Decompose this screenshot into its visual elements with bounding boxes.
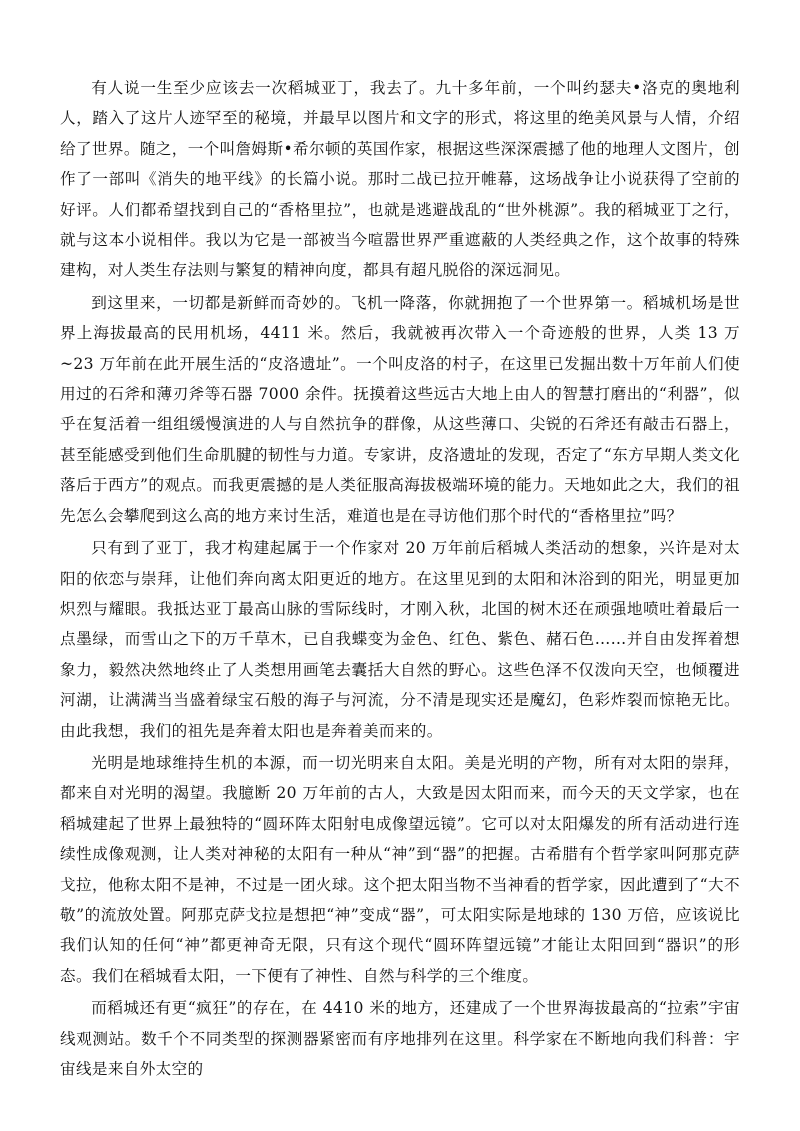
paragraph-daocheng-yading-intro: 有人说一生至少应该去一次稻城亚丁，我去了。九十多年前，一个叫约瑟夫•洛克的奥地利人，踏入了这片人迹罕至的秘境，并最早以图片和文字的形式，将这里的绝美风景与人情，介绍给了世界。随之，一个叫詹姆斯•希尔顿的英国作家，根据这些深深震撼了他的地理人文图片，创作了一部叫《消失的地平线》的长篇小说。那时二战已拉开帷幕，这场战争让小说获得了空前的好评。人们都希望找到自己的“香格里拉”，也就是逃避战乱的“世外桃源”。我的稻城亚丁之行，就与这本小说相伴。我以为它是一部被当今喧嚣世界严重遮蔽的人类经典之作，这个故事的特殊建构，对人类生存法则与繁复的精神向度，都具有超凡脱俗的深远洞见。	[60, 79, 740, 280]
paragraph-yading-sun-colors: 只有到了亚丁，我才构建起属于一个作家对 20 万年前后稻城人类活动的想象，兴许是对太阳的依恋与崇拜，让他们奔向离太阳更近的地方。在这里见到的太阳和沐浴到的阳光，明显更加炽烈与耀眼。我抵达亚丁最高山脉的雪际线时，才刚入秋，北国的树木还在顽强地喷吐着最后一点墨绿，而雪山之下的万千草木，已自我蝶变为金色、红色、紫色、赭石色……并自由发挥着想象力，毅然决然地终止了人类想用画笔去囊括大自然的野心。这些色泽不仅泼向天空，也倾覆进河湖，让满满当当盛着绿宝石般的海子与河流，分不清是现实还是魔幻，色彩炸裂而惊艳无比。由此我想，我们的祖先是奔着太阳也是奔着美而来的。	[60, 539, 740, 740]
paragraph-lhaaso-observatory: 而稻城还有更“疯狂”的存在，在 4410 米的地方，还建成了一个世界海拔最高的“拉索”宇宙线观测站。数千个不同类型的探测器紧密而有序地排列在这里。科学家在不断地向我们科普：宇宙线是来自外太空的	[60, 999, 740, 1078]
paragraph-airport-piluo-site: 到这里来，一切都是新鲜而奇妙的。飞机一降落，你就拥抱了一个世界第一。稻城机场是世界上海拔最高的民用机场，4411 米。然后，我就被再次带入一个奇迹般的世界，人类 13 万~23 万年前在此开展生活的“皮洛遗址”。一个叫皮洛的村子，在这里已发掘出数十万年前人们使用过的石斧和薄刃斧等石器 7000 余件。抚摸着这些远古大地上由人的智慧打磨出的“利器”，似乎在复活着一组组缓慢演进的人与自然抗争的群像，从这些薄口、尖锐的石斧还有敲击石器上，甚至能感受到他们生命肌腱的韧性与力道。专家讲，皮洛遗址的发现，否定了“东方早期人类文化落后于西方”的观点。而我更震撼的是人类征服高海拔极端环境的能力。天地如此之大，我们的祖先怎么会攀爬到这么高的地方来讨生活，难道也是在寻访他们那个时代的“香格里拉”吗？	[60, 293, 740, 525]
article-body	[60, 73, 740, 1086]
paragraph-sun-telescope: 光明是地球维持生机的本源，而一切光明来自太阳。美是光明的产物，所有对太阳的崇拜，都来自对光明的渴望。我臆断 20 万年前的古人，大致是因太阳而来，而今天的天文学家，也在稻城建起了世界上最独特的“圆环阵太阳射电成像望远镜”。它可以对太阳爆发的所有活动进行连续性成像观测，让人类对神秘的太阳有一种从“神”到“器”的把握。古希腊有个哲学家叫阿那克萨戈拉，他称太阳不是神，不过是一团火球。这个把太阳当物不当神看的哲学家，因此遭到了“大不敬”的流放处置。阿那克萨戈拉是想把“神”变成“器”，可太阳实际是地球的 130 万倍，应该说比我们认知的任何“神”都更神奇无限，只有这个现代“圆环阵望远镜”才能让太阳回到“器识”的形态。我们在稻城看太阳，一下便有了神性、自然与科学的三个维度。	[60, 753, 740, 985]
